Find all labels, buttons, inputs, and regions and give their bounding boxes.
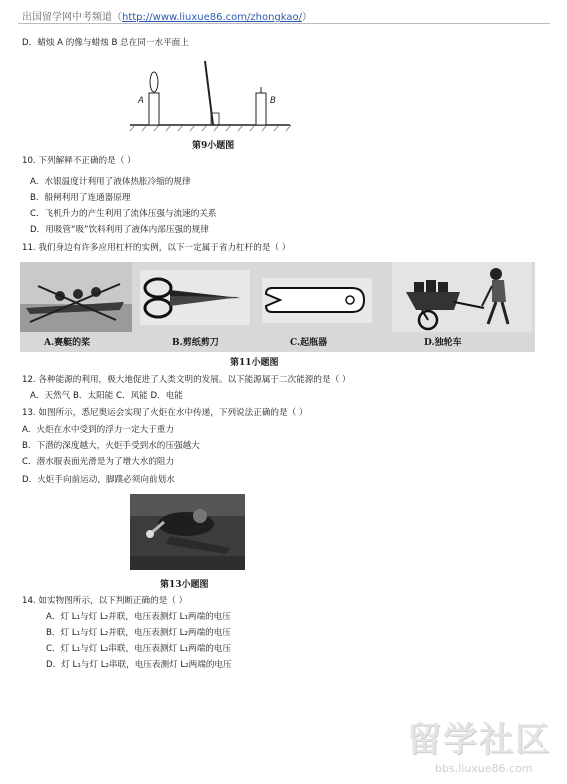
- q11-label-b: B.剪纸剪刀: [172, 338, 219, 348]
- q10-stem: 10. 下列解释不正确的是（ ）: [22, 156, 136, 166]
- q10-option-a: A．水银温度计利用了液体热胀冷缩的规律: [30, 177, 191, 187]
- q14-option-d: D．灯 L₁与灯 L₂串联，电压表测灯 L₂两端的电压: [46, 660, 232, 670]
- header-link[interactable]: http://www.liuxue86.com/zhongkao/: [122, 12, 302, 23]
- q14-stem: 14. 如实物图所示，以下判断正确的是（ ）: [22, 596, 188, 606]
- page-header: [22, 8, 312, 23]
- header-prefix: 出国留学网中考频道（: [22, 12, 122, 23]
- q12-options: A．天然气 B．太阳能 C．风能 D．电能: [30, 391, 183, 401]
- rowing-boat-photo: [20, 262, 132, 332]
- q11-label-c: C.起瓶器: [290, 338, 328, 348]
- q11-label-a: A.赛艇的桨: [44, 338, 91, 348]
- q10-option-b: B．船闸利用了连通器原理: [30, 193, 131, 203]
- q11-caption: 第11小题图: [230, 358, 279, 368]
- q14-option-b: B．灯 L₁与灯 L₂并联，电压表测灯 L₂两端的电压: [46, 628, 231, 638]
- wheelbarrow-icon: [392, 262, 532, 332]
- q13-stem: 13. 如图所示，悉尼奥运会实现了火炬在水中传递，下列说法正确的是（ ）: [22, 408, 308, 418]
- q9-figure: [125, 55, 295, 135]
- q14-option-a: A．灯 L₁与灯 L₂并联，电压表测灯 L₁两端的电压: [46, 612, 231, 622]
- watermark-main: 留学社区: [407, 720, 551, 760]
- q9-caption: 第9小题图: [192, 141, 235, 151]
- q14-option-c: C．灯 L₁与灯 L₂串联，电压表测灯 L₁两端的电压: [46, 644, 231, 654]
- q10-option-c: C．飞机升力的产生利用了流体压强与流速的关系: [30, 209, 217, 219]
- bottle-opener-icon: [262, 278, 372, 323]
- watermark-url: bbs.liuxue86.com: [435, 762, 533, 775]
- header-divider: [18, 23, 550, 24]
- candle-a-label: A: [138, 96, 144, 106]
- q13-option-c: C．潜水服表面光滑是为了增大水的阻力: [22, 457, 175, 467]
- q9-option-d: D．蜡烛 A 的像与蜡烛 B 总在同一水平面上: [22, 38, 189, 48]
- scissors-icon: [140, 270, 250, 325]
- watermark: [395, 712, 555, 780]
- q13-option-a: A．火炬在水中受到的浮力一定大于重力: [22, 425, 174, 435]
- q11-stem: 11. 我们身边有许多应用杠杆的实例，以下一定属于省力杠杆的是（ ）: [22, 243, 291, 253]
- q13-option-b: B．下潜的深度越大，火炬手受到水的压强越大: [22, 441, 200, 451]
- q13-caption: 第13小题图: [160, 580, 209, 590]
- q11-label-d: D.独轮车: [424, 338, 462, 348]
- underwater-torch-photo: [130, 494, 245, 570]
- candle-b-label: B: [270, 96, 276, 106]
- q10-option-d: D．用吸管“吸”饮料利用了液体内部压强的规律: [30, 225, 209, 235]
- q13-option-d: D．火炬手向前运动，脚蹼必须向前划水: [22, 475, 175, 485]
- header-suffix: ）: [302, 12, 312, 23]
- q12-stem: 12. 各种能源的利用，极大地促进了人类文明的发展。以下能源属于二次能源的是（ ）: [22, 375, 351, 385]
